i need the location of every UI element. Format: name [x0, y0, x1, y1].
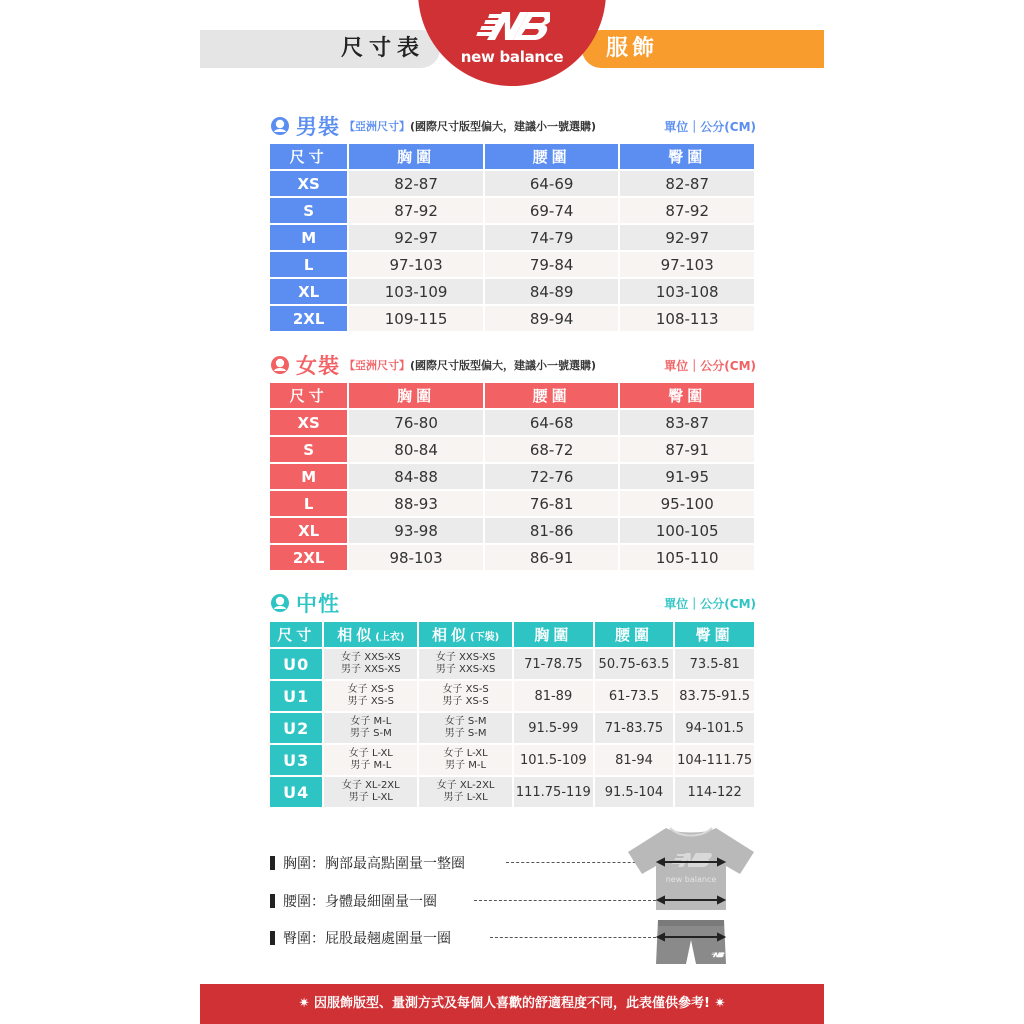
- table-row: [270, 225, 754, 250]
- womens-title: 女裝: [296, 354, 340, 378]
- waist-value: 72-76: [485, 464, 619, 489]
- measure-hip: [270, 928, 451, 948]
- table-row: [270, 649, 754, 679]
- mens-title: 男裝: [296, 115, 340, 139]
- col-header: 胸圍: [349, 383, 483, 408]
- col-header-bottom: [419, 622, 512, 647]
- chest-value: 80-84: [349, 437, 483, 462]
- similar-top: [324, 713, 417, 743]
- size-label: L: [270, 252, 347, 277]
- chest-value: 88-93: [349, 491, 483, 516]
- size-label: U0: [270, 649, 322, 679]
- womens-tag: 【亞洲尺寸】: [344, 359, 410, 372]
- chest-value: 71-78.75: [514, 649, 593, 679]
- table-row: [270, 777, 754, 807]
- table-row: [270, 306, 754, 331]
- bullet-bar: [270, 856, 275, 870]
- waist-value: 50.75-63.5: [595, 649, 674, 679]
- men-size: 男子 S-M: [444, 728, 487, 739]
- chest-value: 91.5-99: [514, 713, 593, 743]
- col-header-top: [324, 622, 417, 647]
- hip-value: 97-103: [620, 252, 754, 277]
- table-row: [270, 279, 754, 304]
- similar-top: [324, 777, 417, 807]
- size-label: U4: [270, 777, 322, 807]
- men-size: 男子 S-M: [349, 728, 392, 739]
- person-icon: [270, 593, 290, 613]
- mens-unit: 單位｜公分(CM): [664, 119, 756, 134]
- chest-value: 84-88: [349, 464, 483, 489]
- unisex-section-title: [270, 590, 756, 616]
- chest-value: 87-92: [349, 198, 483, 223]
- col-header: 尺寸: [270, 144, 347, 169]
- similar-top: [324, 681, 417, 711]
- bullet-bar: [270, 931, 275, 945]
- table-row: [270, 745, 754, 775]
- table-header-row: [270, 144, 754, 169]
- hip-value: 83.75-91.5: [675, 681, 754, 711]
- hip-value: 92-97: [620, 225, 754, 250]
- size-label: XS: [270, 410, 347, 435]
- col-header: 臀圍: [620, 383, 754, 408]
- waist-value: 61-73.5: [595, 681, 674, 711]
- waist-value: 69-74: [485, 198, 619, 223]
- chest-value: 109-115: [349, 306, 483, 331]
- tshirt-shorts-icon: [626, 822, 756, 968]
- waist-value: 64-68: [485, 410, 619, 435]
- col-header-sub: (上衣): [375, 632, 405, 643]
- waist-value: 76-81: [485, 491, 619, 516]
- hip-value: 73.5-81: [675, 649, 754, 679]
- chest-value: 76-80: [349, 410, 483, 435]
- person-icon: [270, 116, 290, 136]
- chest-value: 101.5-109: [514, 745, 593, 775]
- men-size: 男子 XXS-XS: [341, 664, 401, 675]
- chest-value: 98-103: [349, 545, 483, 570]
- measure-chest: [270, 853, 465, 873]
- measure-label: 臀圍：屁股最翹處圍量一圈: [283, 931, 451, 947]
- waist-value: 74-79: [485, 225, 619, 250]
- col-header: 腰圍: [595, 622, 674, 647]
- women-size: 女子 XL-2XL: [436, 780, 495, 791]
- women-size: 女子 S-M: [444, 716, 487, 727]
- table-row: [270, 437, 754, 462]
- womens-size-table: [268, 381, 756, 572]
- women-size: 女子 L-XL: [348, 748, 393, 759]
- waist-value: 81-94: [595, 745, 674, 775]
- hip-value: 100-105: [620, 518, 754, 543]
- col-header: 胸圍: [514, 622, 593, 647]
- size-label: 2XL: [270, 306, 347, 331]
- col-header-sub: (下裝): [470, 632, 500, 643]
- hip-value: 87-92: [620, 198, 754, 223]
- women-size: 女子 XXS-XS: [435, 652, 496, 663]
- measure-waist: [270, 891, 437, 911]
- hip-value: 104-111.75: [675, 745, 754, 775]
- table-row: [270, 545, 754, 570]
- men-size: 男子 M-L: [445, 760, 487, 771]
- table-header-row: [270, 622, 754, 647]
- hip-value: 103-108: [620, 279, 754, 304]
- waist-value: 71-83.75: [595, 713, 674, 743]
- men-size: 男子 XXS-XS: [435, 664, 496, 675]
- similar-bottom: [419, 777, 512, 807]
- measure-label: 胸圍：胸部最高點圍量一整圈: [283, 856, 465, 872]
- size-label: U2: [270, 713, 322, 743]
- men-size: 男子 L-XL: [443, 792, 488, 803]
- waist-value: 86-91: [485, 545, 619, 570]
- hip-value: 108-113: [620, 306, 754, 331]
- col-header: 腰圍: [485, 144, 619, 169]
- person-icon: [270, 355, 290, 375]
- unisex-title: 中性: [296, 592, 340, 616]
- table-row: [270, 171, 754, 196]
- col-header: 臀圍: [675, 622, 754, 647]
- chest-value: 103-109: [349, 279, 483, 304]
- disclaimer-banner: ✷ 因服飾版型、量測方式及每個人喜歡的舒適程度不同，此表僅供參考! ✷: [200, 984, 824, 1024]
- women-size: 女子 XS-S: [347, 684, 394, 695]
- bullet-bar: [270, 894, 275, 908]
- hip-value: 105-110: [620, 545, 754, 570]
- men-size: 男子 L-XL: [348, 792, 393, 803]
- table-row: [270, 410, 754, 435]
- women-size: 女子 XS-S: [442, 684, 489, 695]
- size-label: S: [270, 198, 347, 223]
- size-label: U3: [270, 745, 322, 775]
- chest-value: 82-87: [349, 171, 483, 196]
- table-row: [270, 713, 754, 743]
- chest-value: 92-97: [349, 225, 483, 250]
- hip-value: 87-91: [620, 437, 754, 462]
- waist-value: 79-84: [485, 252, 619, 277]
- brand-name: new balance: [460, 48, 564, 66]
- similar-bottom: [419, 713, 512, 743]
- table-row: [270, 252, 754, 277]
- men-size: 男子 M-L: [350, 760, 392, 771]
- size-label: XL: [270, 279, 347, 304]
- mens-tag: 【亞洲尺寸】: [344, 120, 410, 133]
- col-header-label: 相似: [432, 626, 471, 644]
- table-row: [270, 681, 754, 711]
- womens-unit: 單位｜公分(CM): [664, 358, 756, 373]
- unisex-size-table: [268, 620, 756, 809]
- size-label: L: [270, 491, 347, 516]
- womens-note: (國際尺寸版型偏大，建議小一號選購): [410, 359, 597, 372]
- size-label: M: [270, 464, 347, 489]
- hip-value: 114-122: [675, 777, 754, 807]
- col-header: 尺寸: [270, 383, 347, 408]
- women-size: 女子 XXS-XS: [341, 652, 401, 663]
- shirt-brand-text: new balance: [665, 875, 717, 884]
- col-header: 胸圍: [349, 144, 483, 169]
- waist-value: 91.5-104: [595, 777, 674, 807]
- col-header: 臀圍: [620, 144, 754, 169]
- category-title: 服飾: [606, 36, 659, 61]
- waist-value: 84-89: [485, 279, 619, 304]
- mens-size-table: [268, 142, 756, 333]
- col-header-label: 相似: [337, 626, 376, 644]
- size-label: XS: [270, 171, 347, 196]
- hip-value: 95-100: [620, 491, 754, 516]
- similar-bottom: [419, 681, 512, 711]
- similar-bottom: [419, 745, 512, 775]
- table-row: [270, 518, 754, 543]
- chest-value: 93-98: [349, 518, 483, 543]
- hip-value: 82-87: [620, 171, 754, 196]
- waist-value: 89-94: [485, 306, 619, 331]
- hip-value: 94-101.5: [675, 713, 754, 743]
- table-row: [270, 198, 754, 223]
- size-label: S: [270, 437, 347, 462]
- women-size: 女子 L-XL: [443, 748, 488, 759]
- waist-value: 81-86: [485, 518, 619, 543]
- waist-value: 68-72: [485, 437, 619, 462]
- unisex-unit: 單位｜公分(CM): [664, 596, 756, 611]
- nb-logo-icon: [418, 6, 606, 50]
- womens-section-title: [270, 352, 756, 378]
- women-size: 女子 XL-2XL: [341, 780, 400, 791]
- hip-value: 91-95: [620, 464, 754, 489]
- mens-note: (國際尺寸版型偏大，建議小一號選購): [410, 120, 597, 133]
- size-label: XL: [270, 518, 347, 543]
- col-header: 尺寸: [270, 622, 322, 647]
- measure-label: 腰圍：身體最細圍量一圈: [283, 894, 437, 910]
- table-row: [270, 464, 754, 489]
- col-header: 腰圍: [485, 383, 619, 408]
- waist-value: 64-69: [485, 171, 619, 196]
- table-row: [270, 491, 754, 516]
- chest-value: 97-103: [349, 252, 483, 277]
- similar-top: [324, 745, 417, 775]
- page-title: 尺寸表: [340, 36, 425, 61]
- mens-section-title: [270, 113, 756, 139]
- chest-value: 111.75-119: [514, 777, 593, 807]
- size-label: M: [270, 225, 347, 250]
- men-size: 男子 XS-S: [442, 696, 489, 707]
- chest-value: 81-89: [514, 681, 593, 711]
- hip-value: 83-87: [620, 410, 754, 435]
- table-header-row: [270, 383, 754, 408]
- similar-bottom: [419, 649, 512, 679]
- men-size: 男子 XS-S: [347, 696, 394, 707]
- women-size: 女子 M-L: [350, 716, 392, 727]
- clothing-illustration: [626, 822, 756, 968]
- size-label: 2XL: [270, 545, 347, 570]
- similar-top: [324, 649, 417, 679]
- size-label: U1: [270, 681, 322, 711]
